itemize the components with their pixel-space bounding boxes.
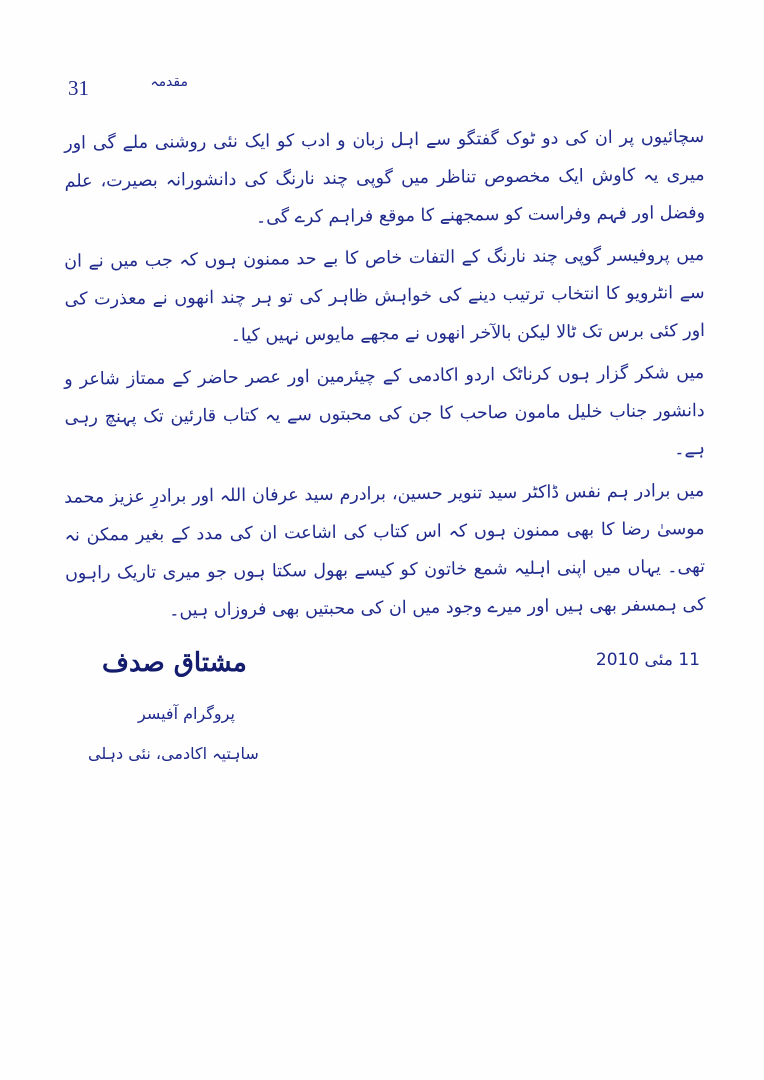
- page-header: [68, 72, 188, 102]
- running-title: مقدمہ: [150, 74, 188, 90]
- body-text: [64, 118, 704, 628]
- paragraph-4: میں برادر ہم نفس ڈاکٹر سید تنویر حسین، برادرم سید عرفان اللہ اور برادرِ عزیز محمد موسیٰ رضا کا بھی ممنون ہوں کہ اس کتاب کی اشاعت ان کی مدد کے بغیر ممکن نہ تھی۔ یہاں میں اپنی اہلیہ شمع خاتون کو کیسے بھول سکتا ہوں جو میری تاریک راہوں کی ہمسفر بھی ہیں اور میرے وجود میں ان کی محبتیں بھی فروزاں ہیں۔: [64, 480, 706, 621]
- author-institution: ساہتیہ اکادمی، نئی دہلی: [88, 744, 259, 763]
- crescent-moon-icon: [340, 812, 376, 848]
- signoff-block: [60, 648, 700, 778]
- paragraph-1: سچائیوں پر ان کی دو ٹوک گفتگو سے اہل زبان و ادب کو ایک نئی روشنی ملے گی اور میری یہ کاوش ایک مخصوص تناظر میں گوپی چند نارنگ کی دانشورانہ بصیرت، علم وفضل اور فہم وفراست کو سمجھنے کا موقع فراہم کرے گی۔: [64, 126, 706, 228]
- paragraph-3: میں شکر گزار ہوں کرناٹک اردو اکادمی کے چیئرمین اور عصر حاضر کے ممتاز شاعر و دانشور جناب خلیل مامون صاحب کا جن کی محبتوں سے یہ کتاب قارئین تک پہنچ رہی ہے۔: [64, 362, 706, 460]
- author-designation: پروگرام آفیسر: [138, 704, 235, 723]
- page-number: 31: [68, 76, 89, 100]
- paragraph-2: میں پروفیسر گوپی چند نارنگ کے التفات خاص کا بے حد ممنون ہوں کہ جب میں نے ان سے انٹرویو کا انتخاب ترتیب دینے کی خواہش ظاہر کی تو ہر چند انھوں نے معذرت کی اور کئی برس تک ٹالا لیکن بالآخر انھوں نے مجھے مایوس نہیں کیا۔: [64, 244, 706, 346]
- date: 11 مئی 2010: [595, 650, 700, 670]
- author-signature: مشتاق صدف: [102, 648, 247, 678]
